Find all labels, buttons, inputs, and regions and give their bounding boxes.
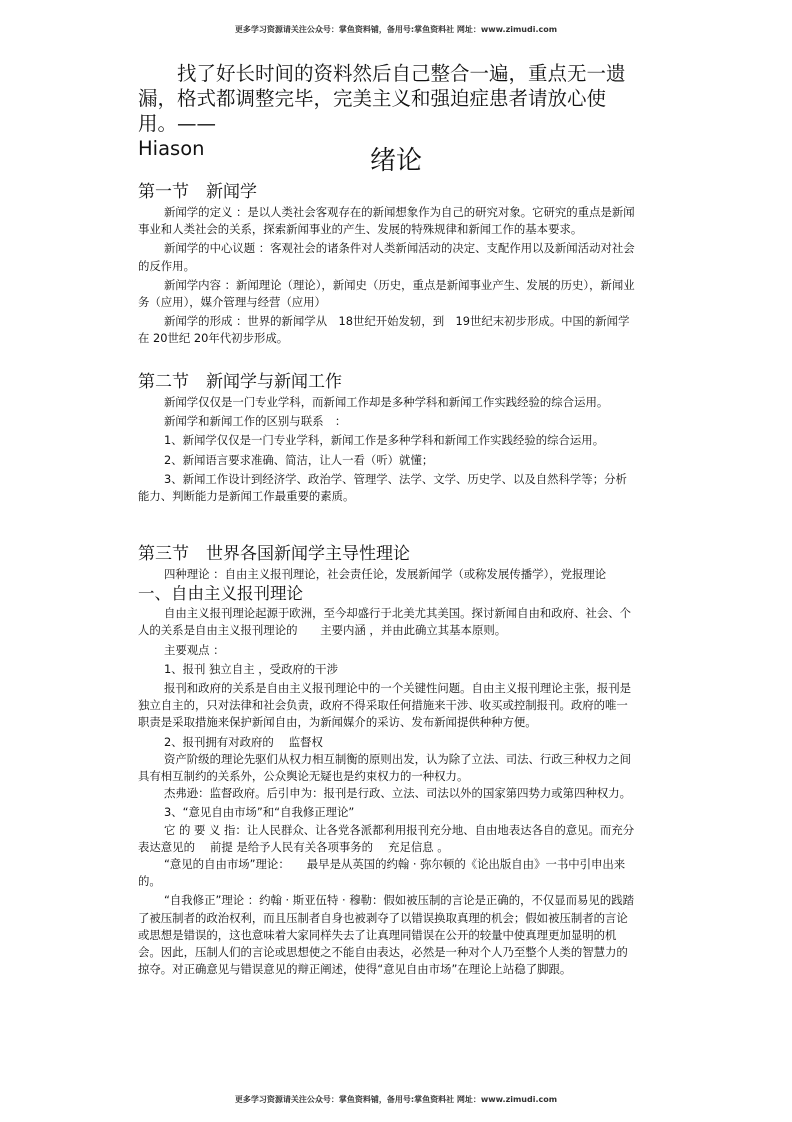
paragraph: 杰弗逊：监督政府。后引申为：报刊是行政、立法、司法以外的国家第四势力或第四种权力。 <box>164 786 632 801</box>
paragraph: 2、报刊拥有对政府的 监督权 <box>164 734 323 749</box>
intro-text: 找了好长时间的资料然后自己整合一遍，重点无一遗漏，格式都调整完毕，完美主义和强迫症患者请放心使用。—— <box>138 62 626 135</box>
paragraph: 资产阶级的理论先驱们从权力相互制衡的原则出发，认为除了立法、司法、行政三种权力之间具有相互制约的关系外，公众舆论无疑也是约束权力的一种权力。 <box>138 751 632 784</box>
page-header: 更多学习资源请关注公众号：掌鱼资料铺，备用号:掌鱼资料社 网址：www.zimudi.com <box>234 25 558 34</box>
paragraph: 自由主义报刊理论起源于欧洲，至今却盛行于北美尤其美国。探讨新闻自由和政府、社会、个人的关系是自由主义报刊理论的 主要内涵 ，并由此确立其基本原则。 <box>138 606 632 638</box>
paragraph: 主要观点 ： <box>164 642 225 657</box>
paragraph: 2、新闻语言要求准确、简洁，让人一看（听）就懂； <box>164 452 434 467</box>
paragraph: “自我修正”理论 ：约翰 · 斯亚伍特 · 穆勒：假如被压制的言论是正确的，不仅显而易见的践踏了被压制者的政治权利，而且压制者自身也被剥夺了以错误换取真理的机会；假如被压制者的言论或思想是错误的，这也意味着大家同样失去了让真理同错误在公开的较量中使真理更加显明的机会。因此，压制人们的言论或思想使之不能自由表达，必然是一种对个人乃至整个人类的智慧力的掠夺。对正确意见与错误意见的辩正阐述，使得“意见自由市场”在理论上站稳了脚跟。 <box>138 893 634 977</box>
paragraph: 新闻学的定义 ：是以人类社会客观存在的新闻想象作为自己的研究对象。它研究的重点是新闻事业和人类社会的关系，探索新闻事业的产生、发展的特殊规律和新闻工作的基本要求。 <box>138 205 635 237</box>
paragraph: “意见的自由市场”理论： 最早是从英国的约翰 · 弥尔顿的《论出版自由》一书中引申出来的。 <box>138 857 626 889</box>
paragraph: 1、新闻学仅仅是一门专业学科，新闻工作是多种学科和新闻工作实践经验的综合运用。 <box>164 433 605 448</box>
paragraph: 它 的 要 义 指：让人民群众、让各党各派都利用报刊充分地、自由地表达各自的意见。而充分表达意见的 前提 是给予人民有关各项事务的 充足信息 。 <box>138 822 635 854</box>
paragraph: 新闻学的中心议题 ：客观社会的诸条件对人类新闻活动的决定、支配作用以及新闻活动对社会的反作用。 <box>138 241 635 273</box>
section-title: 第一节 新闻学 <box>138 182 257 202</box>
section-1 <box>138 180 635 348</box>
paragraph: 新闻学和新闻工作的区别与联系 ： <box>164 414 347 429</box>
paragraph: 新闻学仅仅是一门专业学科，而新闻工作却是多种学科和新闻工作实践经验的综合运用。 <box>164 395 609 409</box>
page-footer: 更多学习资源请关注公众号：掌鱼资料铺，备用号:掌鱼资料社 网址：www.zimudi.com <box>234 1095 558 1104</box>
paragraph: 3、新闻工作设计到经济学、政治学、管理学、法学、文学、历史学、以及自然科学等；分析能力、判断能力是新闻工作最重要的素质。 <box>138 471 627 504</box>
paragraph: 3、“意见自由市场”和“自我修正理论” <box>164 805 355 820</box>
section-title: 第三节 世界各国新闻学主导性理论 <box>138 544 410 564</box>
intro-author: Hiason <box>138 137 205 160</box>
section-title: 第二节 新闻学与新闻工作 <box>138 372 342 392</box>
subsection-heading: 一、自由主义报刊理论 <box>138 584 303 604</box>
paragraph: 新闻学内容 ：新闻理论（理论），新闻史（历史，重点是新闻事业产生、发展的历史），新闻业务（应用），媒介管理与经营（应用） <box>138 277 635 310</box>
paragraph: 1、报刊 独立自主 ，受政府的干涉 <box>164 661 338 676</box>
paragraph: 报刊和政府的关系是自由主义报刊理论中的一个关键性问题。自由主义报刊理论主张，报刊是独立自主的，只对法律和社会负责，政府不得采取任何措施来干涉、收买或控制报刊。政府的唯一职责是采取措施来保护新闻自由，为新闻媒介的采访、发布新闻提供种种方便。 <box>138 681 632 730</box>
paragraph: 新闻学的形成 ：世界的新闻学从 18世纪开始发轫，到 19世纪末初步形成。中国的新闻学在 20世纪 20年代初步形成。 <box>138 314 630 346</box>
section-2 <box>138 370 635 505</box>
section-3 <box>138 542 635 978</box>
paragraph: 四种理论 ：自由主义报刊理论，社会责任论，发展新闻学（或称发展传播学），党报理论 <box>164 567 607 581</box>
chapter-title: 绪论 <box>369 146 422 176</box>
